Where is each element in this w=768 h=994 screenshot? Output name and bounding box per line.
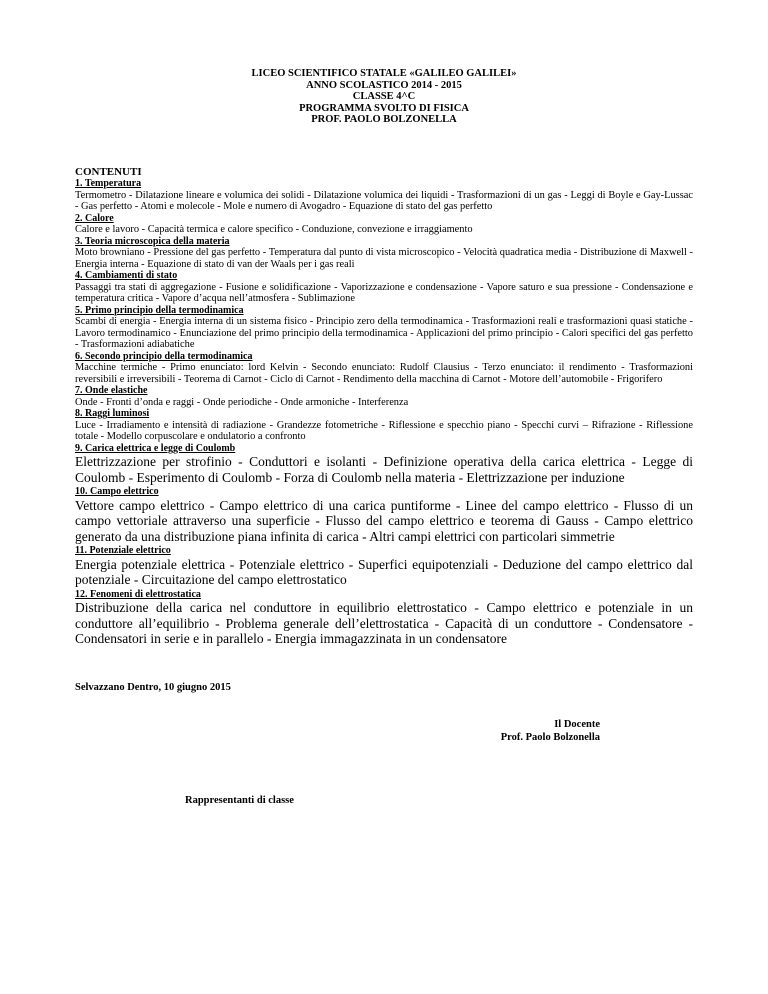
section-body: Termometro - Dilatazione lineare e volumica dei solidi - Dilatazione volumica dei liquidi - Trasformazioni di un gas - Leggi di Boyle e Gay-Lussac - Gas perfetto - Atomi e molecole - Mole e numero di Avogadro - Equazione di stato del gas perfetto: [75, 189, 693, 212]
section-title: 11. Potenziale elettrico: [75, 545, 171, 556]
place-date: Selvazzano Dentro, 10 giugno 2015: [75, 682, 231, 693]
contents-heading: CONTENUTI: [75, 166, 142, 178]
contents-section: [75, 166, 693, 648]
program-title: PROGRAMMA SVOLTO DI FISICA: [299, 102, 469, 114]
section-1: [75, 178, 693, 213]
section-4: [75, 270, 693, 305]
class-representatives-label: Rappresentanti di classe: [185, 795, 294, 806]
section-body: Distribuzione della carica nel conduttore in equilibrio elettrostatico - Campo elettrico e potenziale in un conduttore all’equilibrio - Problema generale dell’elettrostatica - Capacità di un conduttore - Condensatore - Condensatori in serie e in parallelo - Energia immagazzinata in un condensatore: [75, 600, 693, 646]
section-11: [75, 545, 693, 588]
section-9: [75, 443, 693, 486]
section-3: [75, 236, 693, 271]
section-title: 3. Teoria microscopica della materia: [75, 235, 230, 247]
section-body: Energia potenziale elettrica - Potenziale elettrico - Superfici equipotenziali - Deduzione del campo elettrico dal potenziale - Circuitazione del campo elettrostatico: [75, 556, 693, 587]
class-name: CLASSE 4^C: [352, 91, 416, 102]
section-body: Macchine termiche - Primo enunciato: lord Kelvin - Secondo enunciato: Rudolf Clausius - Terzo enunciato: il rendimento - Trasformazioni reversibili e irreversibili - Teorema di Carnot - Ciclo di Carnot - Rendimento della macchina di Carnot - Motore dell’automobile - Frigorifero: [75, 362, 693, 385]
teacher-name: PROF. PAOLO BOLZONELLA: [311, 114, 457, 125]
section-title: 9. Carica elettrica e legge di Coulomb: [75, 442, 236, 454]
section-body: Calore e lavoro - Capacità termica e calore specifico - Conduzione, convezione e irraggiamento: [75, 224, 473, 235]
teacher-signature-block: [400, 718, 600, 744]
section-6: [75, 351, 693, 386]
section-2: [75, 213, 693, 236]
section-body: Scambi di energia - Energia interna di un sistema fisico - Principio zero della termodinamica - Trasformazioni reali e trasformazioni quasi statiche - Lavoro termodinamico - Enunciazione del primo principio della termodinamica - Applicazioni del primo principio - Calori specifici del gas perfetto - Trasformazioni adiabatiche: [75, 316, 693, 350]
section-title: 8. Raggi luminosi: [75, 408, 150, 419]
section-body: Passaggi tra stati di aggregazione - Fusione e solidificazione - Vaporizzazione e condensazione - Vapore saturo e sua pressione - Condensazione e temperatura critica - Vapore d’acqua nell’atmosfera - Sublimazione: [75, 281, 693, 304]
section-title: 6. Secondo principio della termodinamica: [75, 350, 253, 362]
section-body: Luce - Irradiamento e intensità di radiazione - Grandezze fotometriche - Riflessione e specchio piano - Specchi curvi – Rifrazione - Riflessione totale - Modello corpuscolare e ondulatorio a confronto: [75, 419, 693, 442]
document-header: [0, 68, 768, 126]
section-7: [75, 385, 693, 408]
section-title: 1. Temperatura: [75, 178, 142, 189]
school-name: LICEO SCIENTIFICO STATALE «GALILEO GALILEI»: [251, 68, 517, 79]
section-title: 7. Onde elastiche: [75, 385, 148, 396]
school-year: ANNO SCOLASTICO 2014 - 2015: [306, 79, 462, 91]
section-title: 10. Campo elettrico: [75, 486, 159, 497]
section-body: Moto browniano - Pressione del gas perfetto - Temperatura dal punto di vista microscopico - Velocità quadratica media - Distribuzione di Maxwell - Energia interna - Equazione di stato di van der Waals per i gas reali: [75, 247, 693, 270]
section-title: 2. Calore: [75, 212, 114, 224]
section-10: [75, 486, 693, 544]
section-body: Onde - Fronti d’onda e raggi - Onde periodiche - Onde armoniche - Interferenza: [75, 396, 409, 408]
section-12: [75, 589, 693, 647]
section-5: [75, 305, 693, 351]
signature-role: Il Docente: [554, 719, 600, 730]
section-title: 4. Cambiamenti di stato: [75, 270, 178, 281]
section-8: [75, 408, 693, 443]
section-title: 12. Fenomeni di elettrostatica: [75, 588, 201, 600]
section-body: Vettore campo elettrico - Campo elettrico di una carica puntiforme - Linee del campo elettrico - Flusso di un campo vettoriale attraverso una superficie - Flusso del campo elettrico e teorema di Gauss - Campo elettrico generato da una distribuzione piana infinita di carica - Altri campi elettrici con particolari simmetrie: [75, 497, 693, 544]
section-body: Elettrizzazione per strofinio - Conduttori e isolanti - Definizione operativa della carica elettrica - Legge di Coulomb - Esperimento di Coulomb - Forza di Coulomb nella materia - Elettrizzazione per induzione: [75, 454, 693, 485]
signature-name: Prof. Paolo Bolzonella: [500, 732, 600, 743]
section-title: 5. Primo principio della termodinamica: [75, 304, 244, 316]
